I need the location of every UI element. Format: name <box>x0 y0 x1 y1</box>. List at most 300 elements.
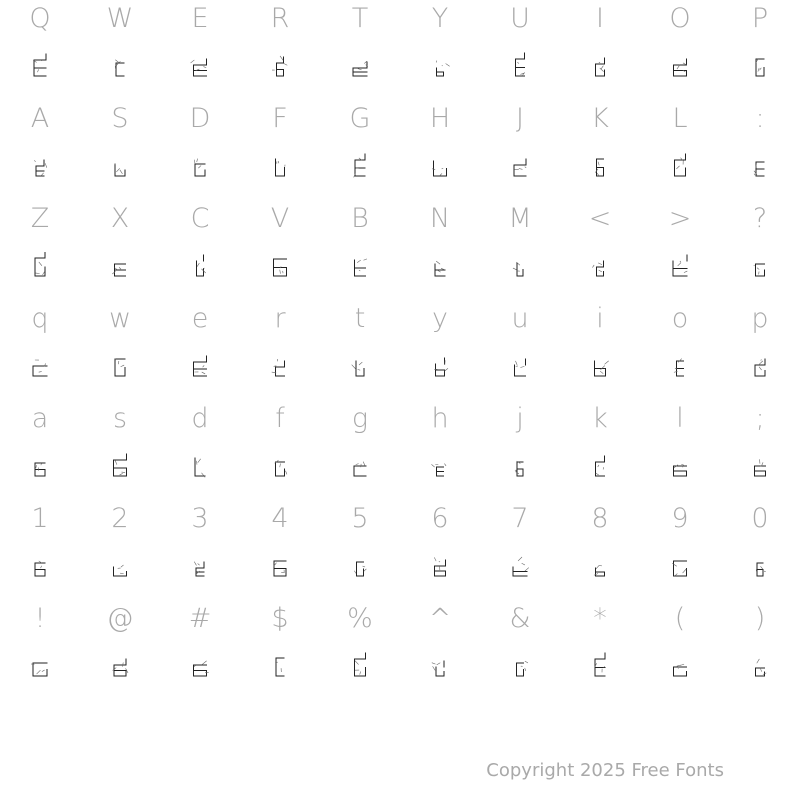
char-cell <box>640 300 720 400</box>
glyph-sketch-icon <box>658 452 702 482</box>
char-label: ) <box>754 603 766 634</box>
char-cell <box>160 300 240 400</box>
glyph-sketch-line <box>115 164 123 174</box>
glyph-sketch-icon <box>338 252 382 282</box>
char-cell <box>480 600 560 700</box>
glyph-sketch-icon <box>258 452 302 482</box>
glyph-sketch-icon <box>258 152 302 182</box>
font-glyph-sample <box>498 52 542 82</box>
font-glyph-sample <box>258 652 302 682</box>
char-cell <box>240 600 320 700</box>
char-cell <box>160 600 240 700</box>
char-label: y <box>432 303 448 334</box>
glyph-sketch-icon <box>178 252 222 282</box>
char-cell <box>720 100 800 200</box>
char-label: Q <box>29 3 51 34</box>
font-glyph-sample <box>578 352 622 382</box>
char-cell <box>720 200 800 300</box>
glyph-sketch-icon <box>578 552 622 582</box>
font-glyph-sample <box>258 152 302 182</box>
glyph-sketch-line <box>435 361 448 371</box>
char-cell <box>560 500 640 600</box>
char-label: ! <box>34 603 46 634</box>
glyph-sketch-line <box>677 664 684 669</box>
char-cell <box>80 300 160 400</box>
glyph-sketch-line <box>673 563 687 575</box>
font-glyph-sample <box>258 452 302 482</box>
glyph-sketch-line <box>277 161 285 166</box>
glyph-sketch-icon <box>178 552 222 582</box>
char-label: A <box>30 103 50 134</box>
char-cell <box>0 500 80 600</box>
char-label: 2 <box>111 503 129 534</box>
glyph-sketch-icon <box>658 52 702 82</box>
glyph-sketch-icon <box>498 452 542 482</box>
char-label: e <box>191 303 209 334</box>
char-label: B <box>351 203 369 234</box>
char-cell <box>720 300 800 400</box>
char-cell <box>400 400 480 500</box>
char-label: P <box>751 3 769 34</box>
char-cell <box>400 600 480 700</box>
char-cell <box>160 200 240 300</box>
glyph-sketch-icon <box>178 152 222 182</box>
char-label: G <box>349 103 371 134</box>
char-cell <box>720 400 800 500</box>
glyph-sketch-icon <box>98 152 142 182</box>
font-glyph-sample <box>258 252 302 282</box>
glyph-stroke <box>596 568 605 576</box>
char-label: * <box>593 603 607 634</box>
char-label: I <box>596 3 604 34</box>
font-glyph-sample <box>498 352 542 382</box>
char-row <box>0 600 800 700</box>
char-cell <box>80 500 160 600</box>
glyph-sketch-line <box>515 461 520 474</box>
char-cell <box>0 400 80 500</box>
glyph-sketch-icon <box>18 252 62 282</box>
glyph-sketch-icon <box>578 352 622 382</box>
glyph-sketch-icon <box>178 352 222 382</box>
glyph-sketch-line <box>352 362 362 370</box>
glyph-sketch-icon <box>738 452 782 482</box>
glyph-sketch-line <box>435 558 440 570</box>
glyph-stroke <box>436 358 445 376</box>
char-label: R <box>270 3 290 34</box>
font-glyph-sample <box>178 252 222 282</box>
char-label: L <box>672 103 688 134</box>
copyright-text: Copyright 2025 Free Fonts <box>486 760 724 781</box>
char-label: d <box>191 403 209 434</box>
char-label: t <box>354 303 366 334</box>
char-label: ^ <box>428 603 452 634</box>
char-cell <box>560 200 640 300</box>
char-cell <box>640 0 720 100</box>
glyph-sketch-line <box>197 459 205 477</box>
char-label: i <box>596 303 604 334</box>
char-label: j <box>516 403 524 434</box>
glyph-sketch-icon <box>738 152 782 182</box>
glyph-stroke <box>517 462 523 476</box>
glyph-stroke <box>597 261 604 276</box>
glyph-stroke <box>35 252 45 276</box>
glyph-sketch-icon <box>98 352 142 382</box>
glyph-stroke <box>114 659 126 676</box>
char-label: s <box>112 403 128 434</box>
glyph-sketch-icon <box>418 152 462 182</box>
char-label: C <box>190 203 210 234</box>
char-label: 3 <box>191 503 209 534</box>
glyph-sketch-icon <box>18 652 62 682</box>
font-glyph-sample <box>98 452 142 482</box>
char-cell <box>80 200 160 300</box>
font-glyph-sample <box>18 352 62 382</box>
glyph-stroke <box>517 663 524 676</box>
char-label: q <box>31 303 49 334</box>
glyph-sketch-icon <box>578 652 622 682</box>
font-glyph-sample <box>658 52 702 82</box>
char-label: < <box>588 203 612 234</box>
char-cell <box>240 300 320 400</box>
glyph-stroke <box>276 361 285 376</box>
glyph-sketch-line <box>595 162 599 175</box>
font-glyph-sample <box>738 52 782 82</box>
glyph-stroke <box>277 57 284 76</box>
font-glyph-sample <box>338 252 382 282</box>
char-label: k <box>592 403 608 434</box>
glyph-sketch-icon <box>738 652 782 682</box>
glyph-stroke <box>596 58 605 76</box>
glyph-stroke <box>757 563 763 576</box>
glyph-sketch-line <box>513 262 520 271</box>
font-glyph-sample <box>418 152 462 182</box>
glyph-stroke <box>194 356 207 376</box>
char-cell <box>480 200 560 300</box>
char-label: 5 <box>351 503 369 534</box>
glyph-sketch-line <box>436 61 449 66</box>
glyph-stroke <box>35 563 45 576</box>
glyph-stroke <box>34 54 46 76</box>
char-cell <box>560 300 640 400</box>
font-glyph-sample <box>418 652 462 682</box>
glyph-sketch-line <box>678 261 687 272</box>
char-cell <box>720 500 800 600</box>
glyph-sketch-icon <box>98 252 142 282</box>
char-label: 7 <box>511 503 529 534</box>
font-glyph-sample <box>498 152 542 182</box>
char-cell <box>80 0 160 100</box>
char-cell <box>320 600 400 700</box>
glyph-stroke <box>435 264 445 276</box>
font-glyph-sample <box>578 452 622 482</box>
font-glyph-sample <box>578 552 622 582</box>
glyph-sketch-icon <box>18 352 62 382</box>
char-label: g <box>351 403 369 434</box>
glyph-sketch-icon <box>498 352 542 382</box>
font-glyph-sample <box>338 552 382 582</box>
glyph-sketch-line <box>195 366 205 374</box>
char-cell <box>0 0 80 100</box>
glyph-sketch-icon <box>18 52 62 82</box>
glyph-sketch-line <box>760 460 763 467</box>
glyph-sketch-line <box>197 263 205 273</box>
font-glyph-sample <box>98 252 142 282</box>
font-glyph-sample <box>18 552 62 582</box>
glyph-sketch-icon <box>98 52 142 82</box>
char-label: 4 <box>271 503 289 534</box>
glyph-sketch-line <box>36 262 45 274</box>
font-glyph-sample <box>98 352 142 382</box>
glyph-stroke <box>674 667 687 676</box>
glyph-sketch-line <box>357 259 366 271</box>
glyph-sketch-icon <box>658 352 702 382</box>
char-row <box>0 100 800 200</box>
glyph-stroke <box>353 62 367 76</box>
glyph-stroke <box>437 467 444 476</box>
char-label: p <box>751 303 769 334</box>
glyph-sketch-icon <box>418 552 462 582</box>
font-glyph-sample <box>738 652 782 682</box>
glyph-stroke <box>756 162 764 176</box>
glyph-stroke <box>677 361 684 376</box>
char-cell <box>640 100 720 200</box>
font-glyph-sample <box>658 452 702 482</box>
char-label: ; <box>755 403 765 434</box>
char-cell <box>480 0 560 100</box>
char-label: @ <box>106 603 134 634</box>
font-glyph-sample <box>578 252 622 282</box>
glyph-sketch-icon <box>258 252 302 282</box>
char-label: ? <box>752 203 768 234</box>
glyph-stroke <box>755 466 766 476</box>
char-label: l <box>676 403 684 434</box>
glyph-stroke <box>33 663 47 676</box>
glyph-sketch-icon <box>178 52 222 82</box>
font-glyph-sample <box>18 652 62 682</box>
glyph-sketch-line <box>358 61 368 69</box>
char-cell <box>240 500 320 600</box>
char-label: D <box>189 103 211 134</box>
char-cell <box>720 600 800 700</box>
glyph-sketch-line <box>274 563 285 573</box>
font-glyph-sample <box>658 152 702 182</box>
font-glyph-sample <box>658 552 702 582</box>
char-cell <box>640 600 720 700</box>
font-glyph-sample <box>178 552 222 582</box>
glyph-sketch-icon <box>738 52 782 82</box>
char-row <box>0 500 800 600</box>
char-cell <box>400 500 480 600</box>
char-label: u <box>511 303 529 334</box>
font-glyph-sample <box>418 552 462 582</box>
glyph-sketch-icon <box>338 52 382 82</box>
font-glyph-sample <box>98 52 142 82</box>
font-glyph-sample <box>178 52 222 82</box>
glyph-stroke <box>357 562 364 576</box>
char-cell <box>320 300 400 400</box>
char-cell <box>320 200 400 300</box>
glyph-sketch-icon <box>258 652 302 682</box>
glyph-stroke <box>756 264 765 276</box>
font-glyph-sample <box>738 152 782 182</box>
glyph-stroke <box>595 361 606 376</box>
font-glyph-sample <box>18 252 62 282</box>
glyph-stroke <box>355 260 366 276</box>
font-glyph-sample <box>418 252 462 282</box>
glyph-stroke <box>274 259 287 276</box>
font-glyph-sample <box>18 152 62 182</box>
char-cell <box>400 100 480 200</box>
glyph-stroke <box>355 653 366 676</box>
char-label: Y <box>431 3 449 34</box>
char-label: 8 <box>591 503 609 534</box>
glyph-sketch-icon <box>738 552 782 582</box>
char-label: U <box>510 3 530 34</box>
glyph-sketch-icon <box>18 552 62 582</box>
glyph-sketch-icon <box>338 452 382 482</box>
glyph-stroke <box>356 361 364 376</box>
font-glyph-sample <box>658 652 702 682</box>
char-label: 1 <box>31 503 49 534</box>
char-label: # <box>188 603 212 634</box>
glyph-sketch-icon <box>498 252 542 282</box>
glyph-stroke <box>516 53 525 76</box>
glyph-sketch-line <box>596 465 604 475</box>
glyph-sketch-line <box>756 59 761 72</box>
glyph-sketch-icon <box>98 652 142 682</box>
glyph-sketch-icon <box>738 352 782 382</box>
char-cell <box>560 100 640 200</box>
glyph-sketch-icon <box>18 152 62 182</box>
font-glyph-sample <box>98 652 142 682</box>
glyph-sketch-line <box>516 361 525 367</box>
char-label: 0 <box>751 503 769 534</box>
glyph-stroke <box>194 665 207 676</box>
char-cell <box>640 500 720 600</box>
glyph-sketch-icon <box>658 552 702 582</box>
glyph-sketch-icon <box>658 252 702 282</box>
glyph-sketch-icon <box>258 352 302 382</box>
char-cell <box>160 100 240 200</box>
font-glyph-sample <box>178 652 222 682</box>
font-glyph-sample <box>178 152 222 182</box>
char-cell <box>240 100 320 200</box>
char-label: 6 <box>431 503 449 534</box>
glyph-stroke <box>276 658 284 676</box>
glyph-stroke <box>196 562 204 576</box>
char-row <box>0 400 800 500</box>
glyph-stroke <box>674 466 687 476</box>
char-label: K <box>591 103 609 134</box>
char-label: f <box>275 403 285 434</box>
glyph-sketch-icon <box>418 352 462 382</box>
glyph-stroke <box>437 68 444 76</box>
glyph-stroke <box>756 59 764 76</box>
glyph-sketch-icon <box>418 52 462 82</box>
char-cell <box>0 300 80 400</box>
glyph-sketch-icon <box>258 552 302 582</box>
font-glyph-sample <box>658 352 702 382</box>
glyph-sketch-icon <box>338 652 382 682</box>
font-glyph-sample <box>738 352 782 382</box>
glyph-sketch-icon <box>418 652 462 682</box>
font-glyph-sample <box>738 552 782 582</box>
glyph-stroke <box>195 458 205 476</box>
font-glyph-sample <box>338 352 382 382</box>
char-label: E <box>191 3 209 34</box>
glyph-sketch-line <box>518 63 525 76</box>
char-label: V <box>270 203 290 234</box>
char-label: : <box>755 103 765 134</box>
char-label: H <box>429 103 451 134</box>
char-label: M <box>508 203 532 234</box>
glyph-stroke <box>194 59 207 76</box>
glyph-sketch-icon <box>18 452 62 482</box>
font-glyph-sample <box>738 252 782 282</box>
char-label: $ <box>271 603 289 634</box>
char-cell <box>320 0 400 100</box>
glyph-sketch-line <box>600 361 608 373</box>
font-glyph-sample <box>258 552 302 582</box>
glyph-sketch-icon <box>98 452 142 482</box>
char-cell <box>320 400 400 500</box>
font-glyph-sample <box>258 352 302 382</box>
glyph-sketch-icon <box>498 552 542 582</box>
glyph-sketch-icon <box>338 552 382 582</box>
char-label: 9 <box>671 503 689 534</box>
font-glyph-sample <box>418 452 462 482</box>
char-cell <box>0 100 80 200</box>
glyph-sketch-line <box>432 464 446 467</box>
glyph-stroke <box>596 456 605 476</box>
char-cell <box>720 0 800 100</box>
char-cell <box>320 100 400 200</box>
glyph-stroke <box>435 560 446 576</box>
char-label: T <box>351 3 369 34</box>
char-label: J <box>516 103 524 134</box>
char-cell <box>560 600 640 700</box>
glyph-stroke <box>513 567 527 576</box>
glyph-sketch-line <box>754 266 759 275</box>
font-glyph-sample <box>178 452 222 482</box>
font-glyph-sample <box>338 52 382 82</box>
glyph-sketch-icon <box>418 452 462 482</box>
char-cell <box>80 100 160 200</box>
char-label: X <box>110 203 130 234</box>
glyph-stroke <box>434 161 447 176</box>
glyph-stroke <box>514 159 526 176</box>
char-row <box>0 300 800 400</box>
char-cell <box>480 300 560 400</box>
glyph-sketch-line <box>33 60 41 72</box>
font-glyph-sample <box>498 452 542 482</box>
glyph-stroke <box>674 59 687 76</box>
glyph-stroke <box>674 561 687 576</box>
font-glyph-sample <box>498 552 542 582</box>
char-cell <box>480 100 560 200</box>
char-cell <box>560 0 640 100</box>
char-label: W <box>106 3 134 34</box>
glyph-sketch-icon <box>98 552 142 582</box>
glyph-sketch-icon <box>418 252 462 282</box>
font-glyph-sample <box>18 52 62 82</box>
char-cell <box>480 400 560 500</box>
char-label: a <box>31 403 49 434</box>
char-cell <box>80 400 160 500</box>
glyph-stroke <box>276 462 285 476</box>
glyph-stroke <box>675 154 686 176</box>
glyph-stroke <box>115 264 126 276</box>
